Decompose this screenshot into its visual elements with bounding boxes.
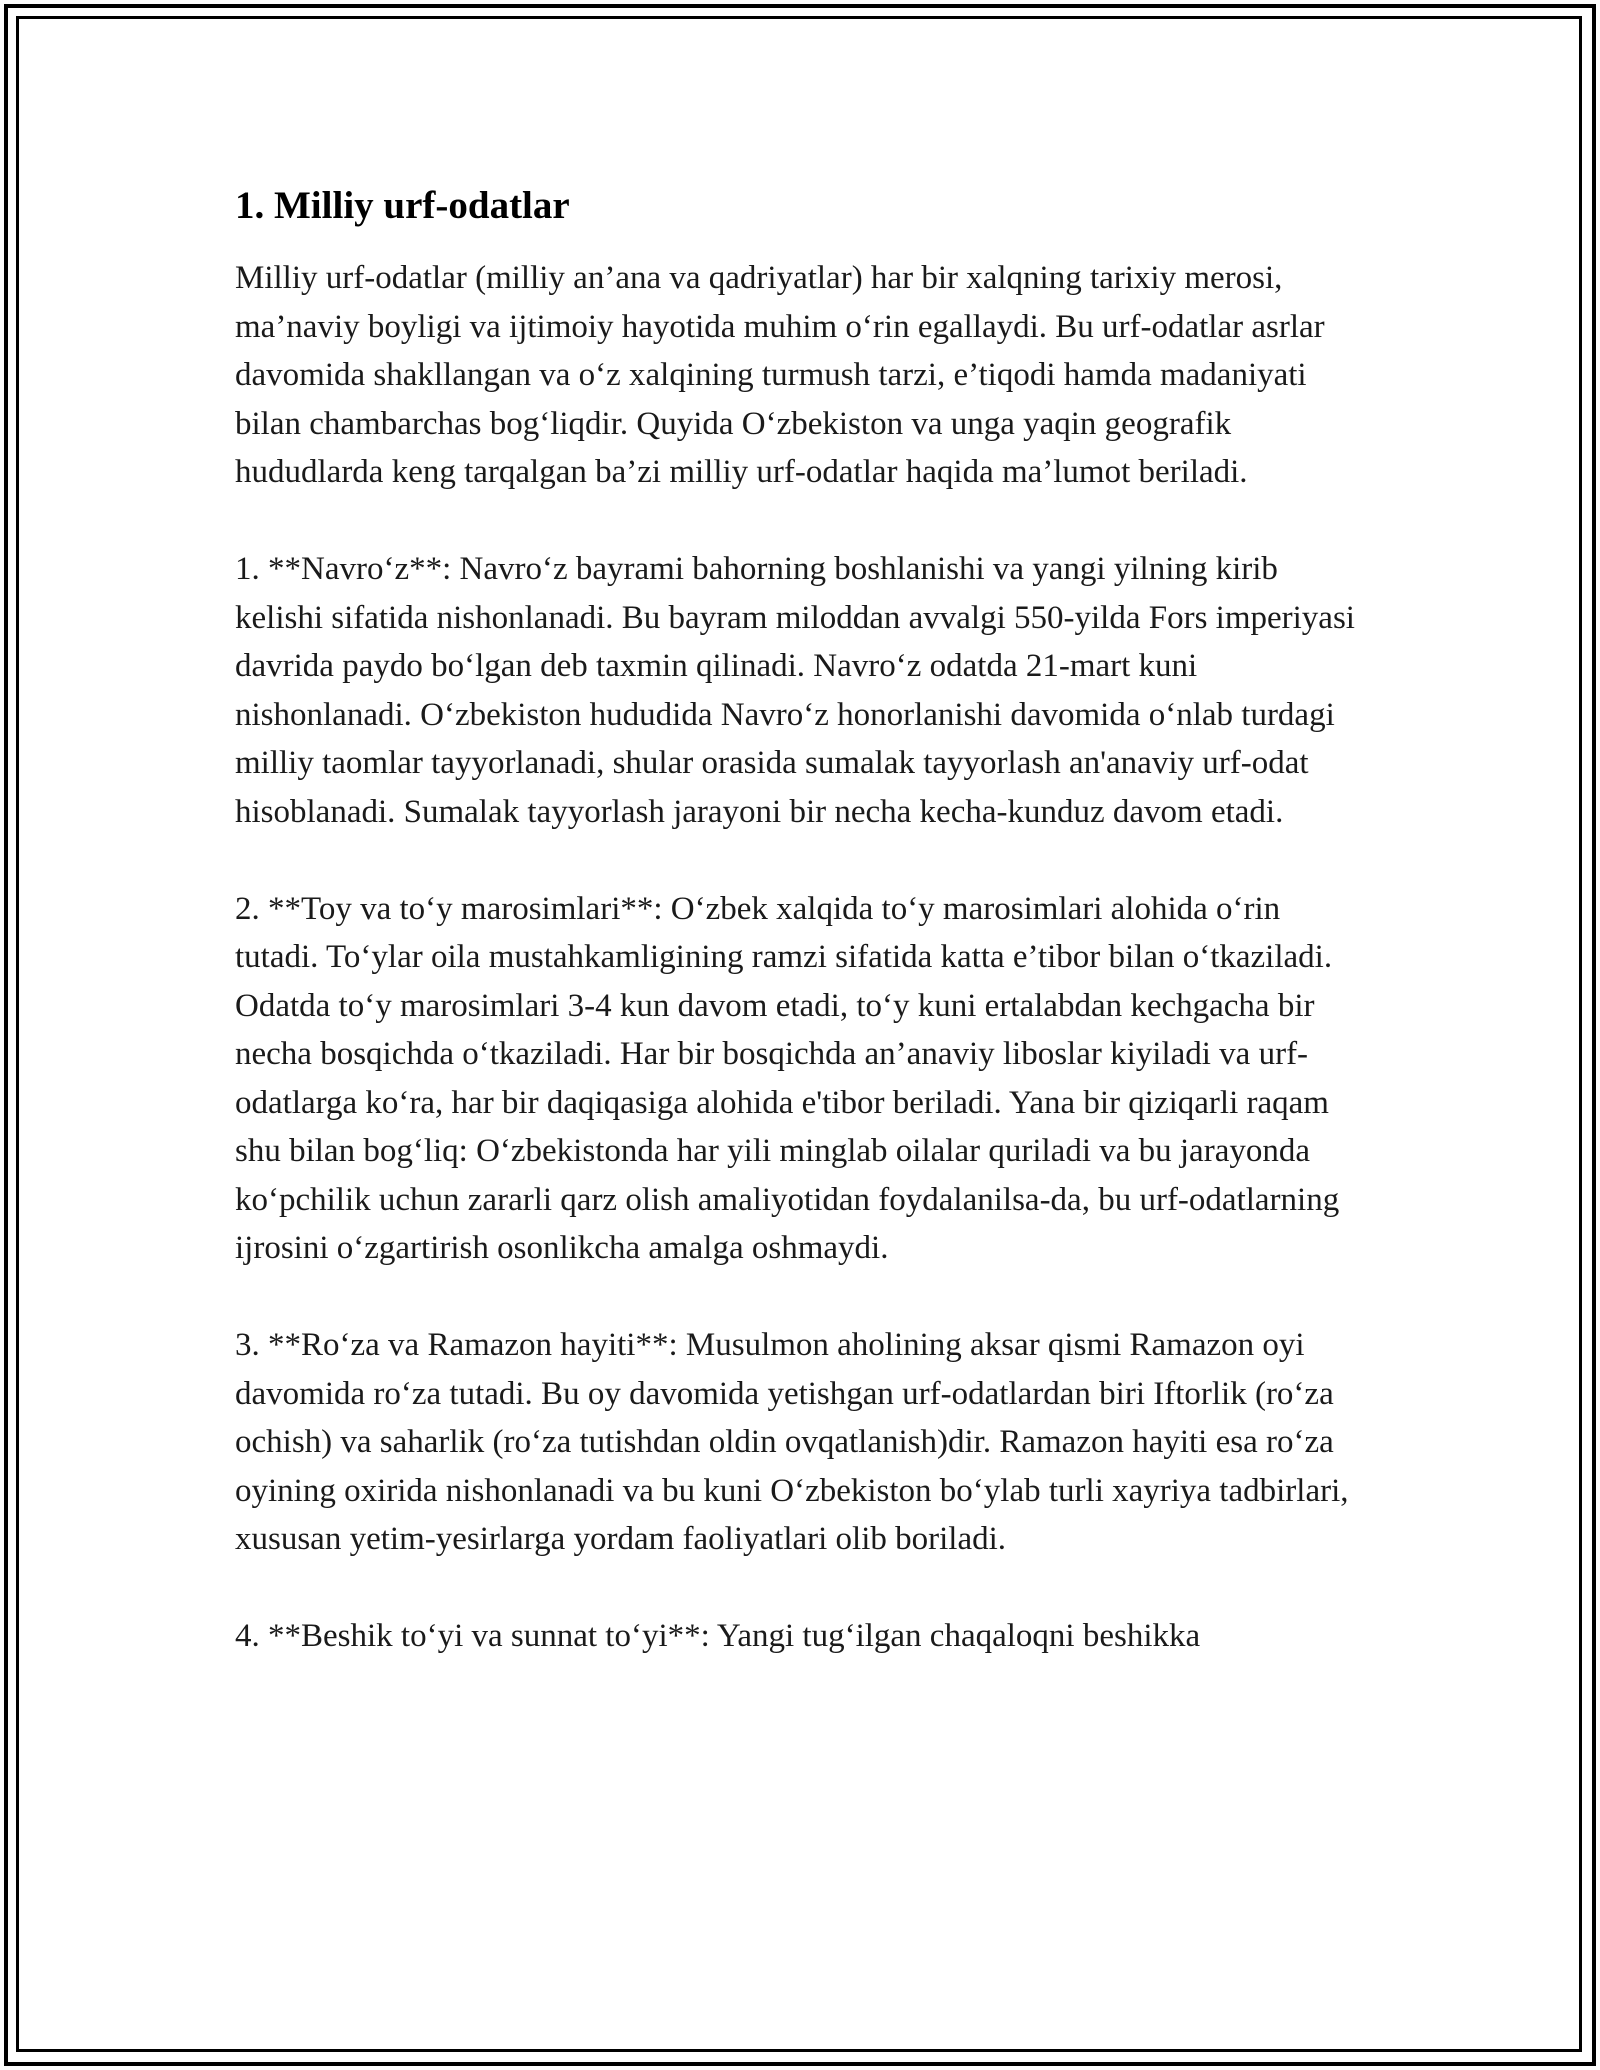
- beshik-paragraph: 4. **Beshik to‘yi va sunnat to‘yi**: Yangi tug‘ilgan chaqaloqni beshikka: [235, 1618, 1201, 1654]
- intro-paragraph: Milliy urf-odatlar (milliy an’ana va qadriyatlar) har bir xalqning tarixiy merosi, ma’naviy boyligi va ijtimoiy hayotida muhim o‘rin egallaydi. Bu urf-odatlar asrlar davomida shakllangan va o‘z xalqining turmush tarzi, e’tiqodi hamda madaniyati bilan chambarchas bog‘liqdir. Quyida O‘zbekiston va unga yaqin geografik hududlarda keng tarqalgan ba’zi milliy urf-odatlar haqida ma’lumot beriladi.: [235, 260, 1325, 490]
- section-heading: 1. Milliy urf-odatlar: [235, 184, 570, 227]
- navroz-paragraph: 1. **Navro‘z**: Navro‘z bayrami bahorning boshlanishi va yangi yilning kirib kelishi sifatida nishonlanadi. Bu bayram miloddan avvalgi 550-yilda Fors imperiyasi davrida paydo bo‘lgan deb taxmin qilinadi. Navro‘z odatda 21-mart kuni nishonlanadi. O‘zbekiston hududida Navro‘z honorlanishi davomida o‘nlab turdagi milliy taomlar tayyorlanadi, shular orasida sumalak tayyorlash an'anaviy urf-odat hisoblanadi. Sumalak tayyorlash jarayoni bir necha kecha-kunduz davom etadi.: [235, 551, 1355, 830]
- toy-paragraph: 2. **Toy va to‘y marosimlari**: O‘zbek xalqida to‘y marosimlari alohida o‘rin tutadi. To‘ylar oila mustahkamligining ramzi sifatida katta e’tibor bilan o‘tkaziladi. Odatda to‘y marosimlari 3-4 kun davom etadi, to‘y kuni ertalabdan kechgacha bir necha bosqichda o‘tkaziladi. Har bir bosqichda an’anaviy liboslar kiyiladi va urf-odatlarga ko‘ra, har bir daqiqasiga alohida e'tibor beriladi. Yana bir qiziqarli raqam shu bilan bog‘liq: O‘zbekistonda har yili minglab oilalar quriladi va bu jarayonda ko‘pchilik uchun zararli qarz olish amaliyotidan foydalanilsa-da, bu urf-odatlarning ijrosini o‘zgartirish osonlikcha amalga oshmaydi.: [235, 890, 1340, 1266]
- document-body: [235, 182, 1370, 1709]
- roza-paragraph: 3. **Ro‘za va Ramazon hayiti**: Musulmon aholining aksar qismi Ramazon oyi davomida ro‘za tutadi. Bu oy davomida yetishgan urf-odatlardan biri Iftorlik (ro‘za ochish) va saharlik (ro‘za tutishdan oldin ovqatlanish)dir. Ramazon hayiti esa ro‘za oyining oxirida nishonlanadi va bu kuni O‘zbekiston bo‘ylab turli xayriya tadbirlari, xususan yetim-yesirlarga yordam faoliyatlari olib boriladi.: [235, 1327, 1349, 1557]
